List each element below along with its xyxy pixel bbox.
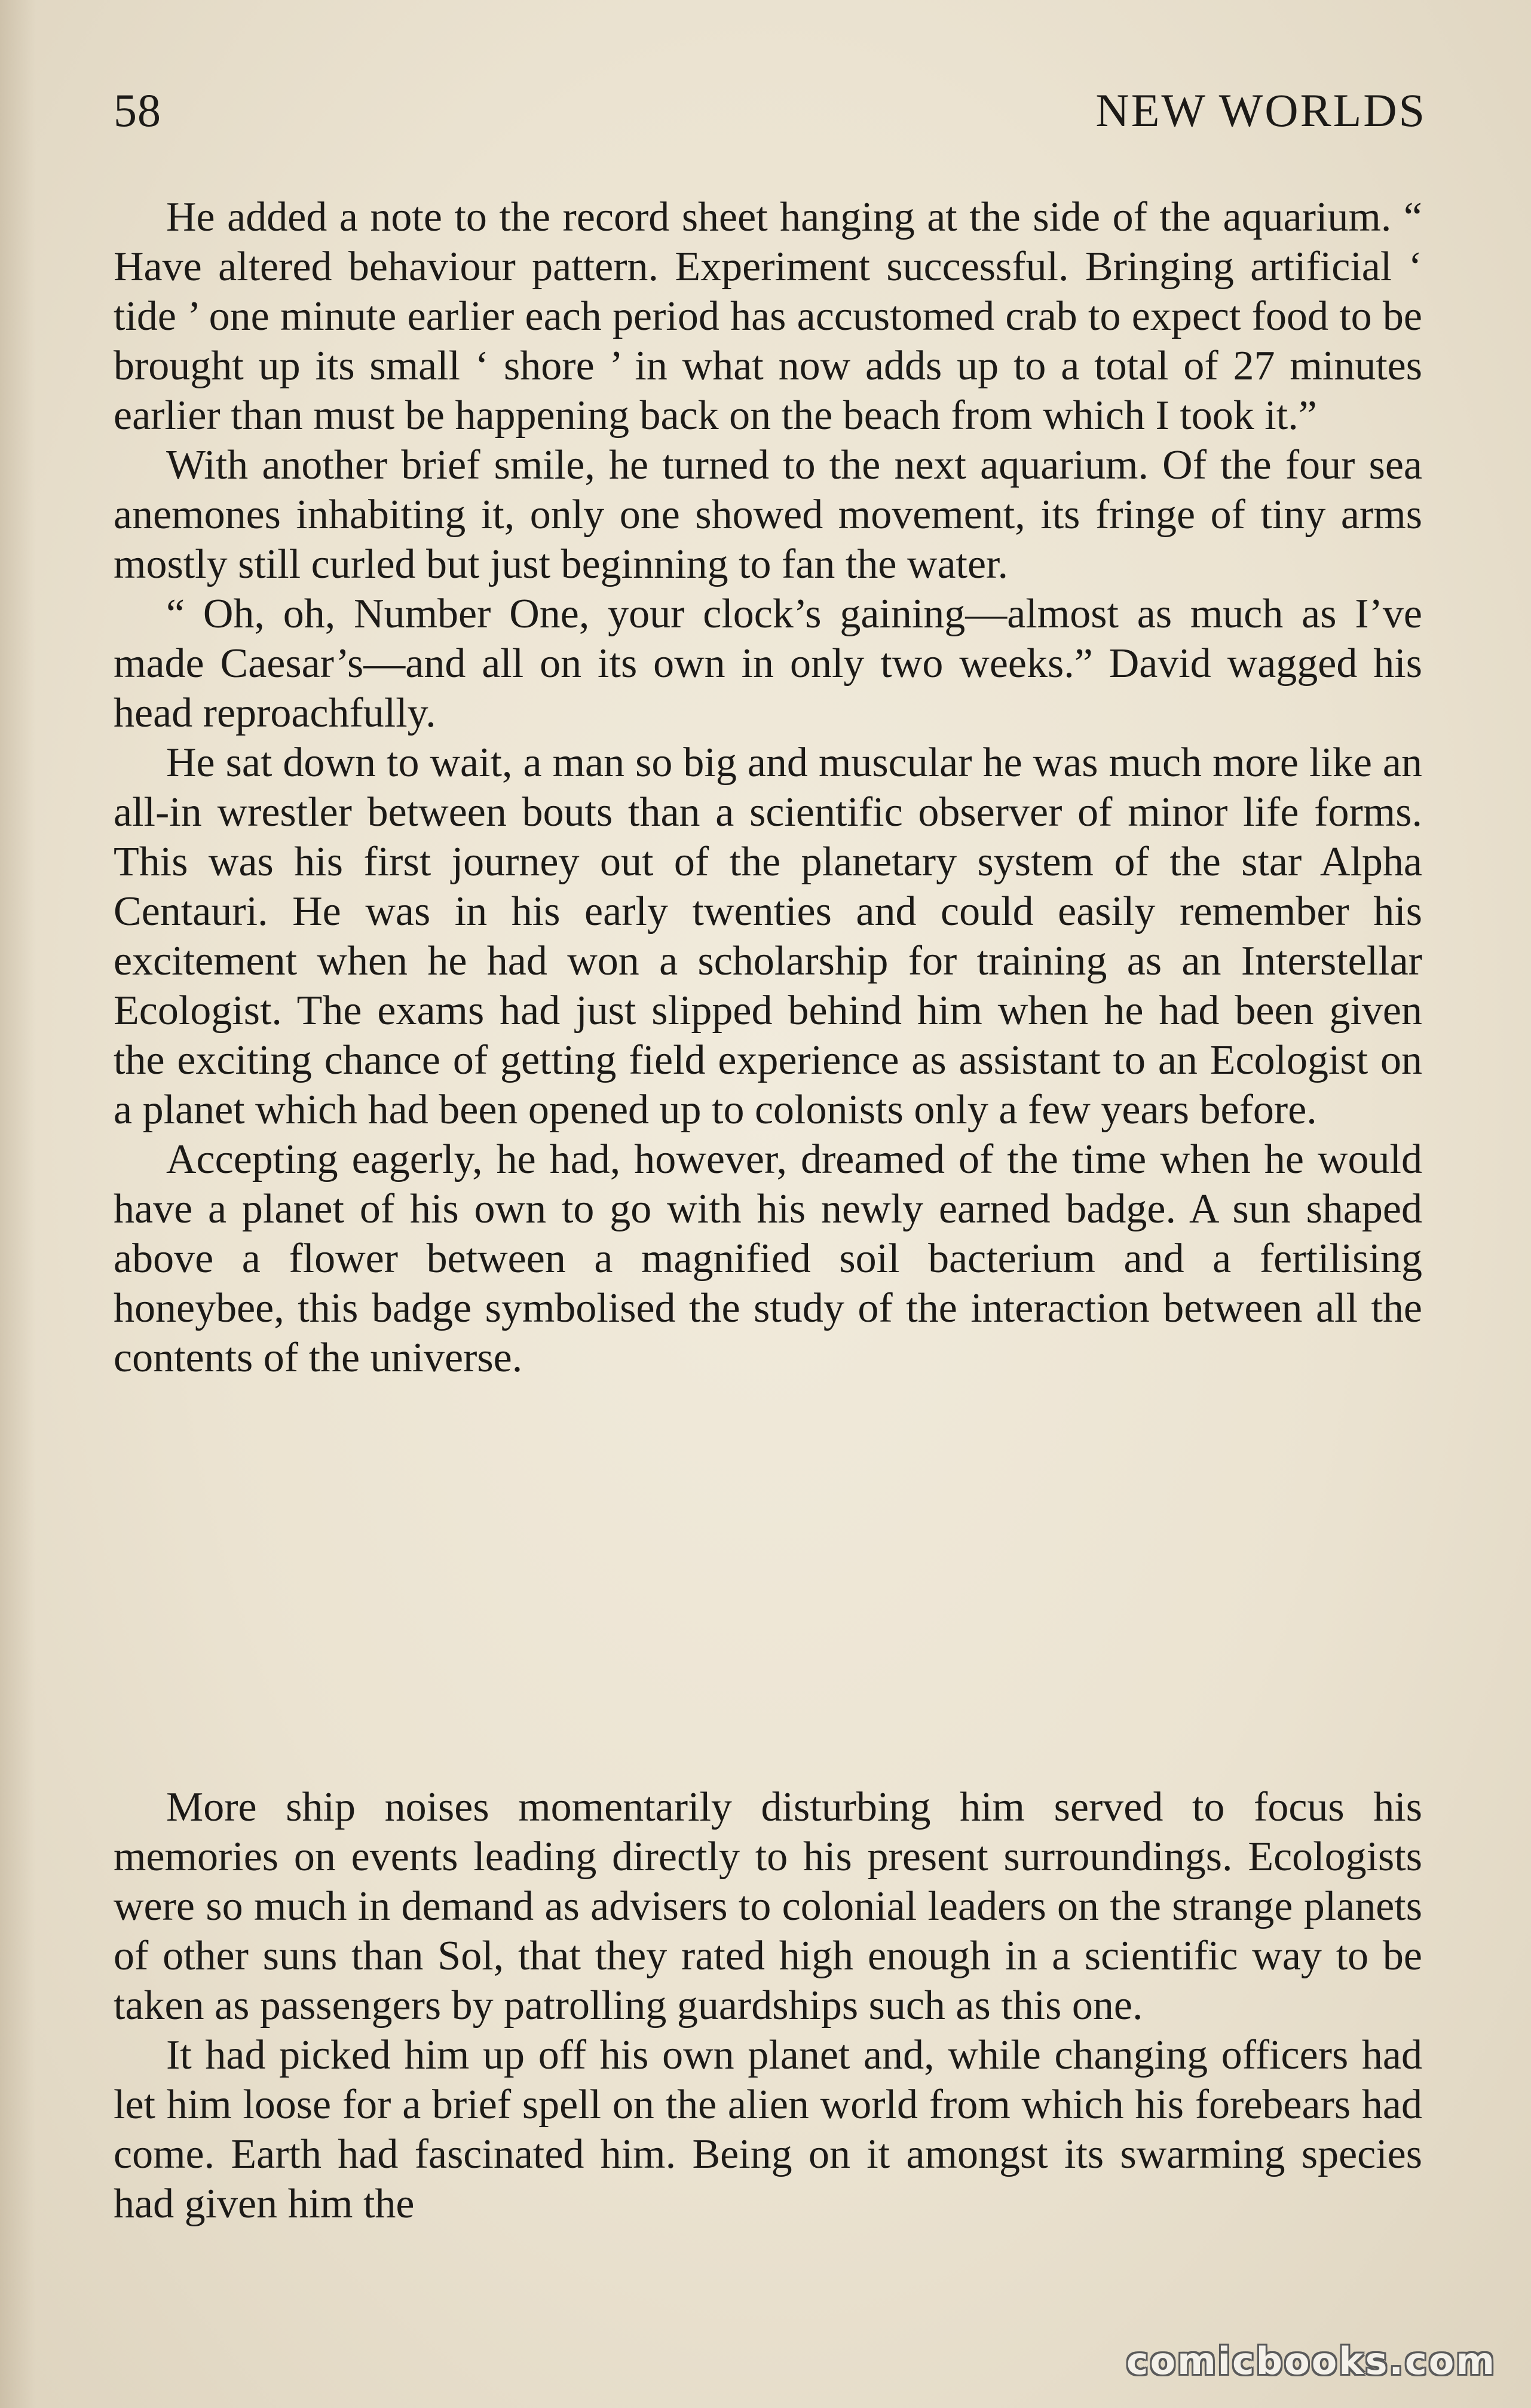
paragraph: More ship noises momentarily disturbing him served to focus his memories on events leading directly to his present surroundings. Ecologists were so much in demand as advisers to colonial leaders on the strange planets of other suns than Sol, that they rated high enough in a scientific way to be taken as passengers by patrolling guardships such as this one. (114, 1784, 1422, 2029)
paragraph: With another brief smile, he turned to the next aquarium. Of the four sea anemones inhabiting it, only one showed movement, its fringe of tiny arms mostly still curled but just beginning to fan the water. (114, 442, 1422, 587)
paragraph: It had picked him up off his own planet and, while changing officers had let him loose for a brief spell on the alien world from which his forebears had come. Earth had fascinated him. Being on it amongst its swarming species had given him the (114, 2032, 1422, 2227)
paragraph: He sat down to wait, a man so big and muscular he was much more like an all-in wrestler between bouts than a scientific observer of minor life forms. This was his first journey out of the planetary system of the star Alpha Centauri. He was in his early twenties and could easily remember his excitement when he had won a scholarship for training as an Interstellar Ecologist. The exams had just slipped behind him when he had been given the exciting chance of getting field experience as assistant to an Ecologist on a planet which had been opened up to colonists only a few years before. (114, 740, 1422, 1133)
paragraph: Accepting eagerly, he had, however, dreamed of the time when he would have a planet of his own to go with his newly earned badge. A sun shaped above a flower between a magnified soil bacterium and a fertilising honeybee, this badge symbolised the study of the interaction between all the contents of the universe. (114, 1136, 1422, 1381)
text-section-1 (114, 192, 1422, 1383)
page-edge-shadow (0, 0, 36, 2408)
paragraph: “ Oh, oh, Number One, your clock’s gaining—almost as much as I’ve made Caesar’s—and all on its own in only two weeks.” David wagged his head reproachfully. (114, 591, 1422, 736)
page-number: 58 (114, 84, 161, 136)
watermark: comicbooks.com (1126, 2339, 1496, 2383)
page-header (114, 84, 1426, 149)
text-section-2 (114, 1782, 1422, 2229)
paragraph: He added a note to the record sheet hanging at the side of the aquarium. “ Have altered behaviour pattern. Experiment successful. Bringing artificial ‘ tide ’ one minute earlier each period has accustomed crab to expect food to be brought up its small ‘ shore ’ in what now adds up to a total of 27 minutes earlier than must be happening back on the beach from which I took it.” (114, 194, 1422, 439)
running-title: NEW WORLDS (1095, 84, 1426, 136)
